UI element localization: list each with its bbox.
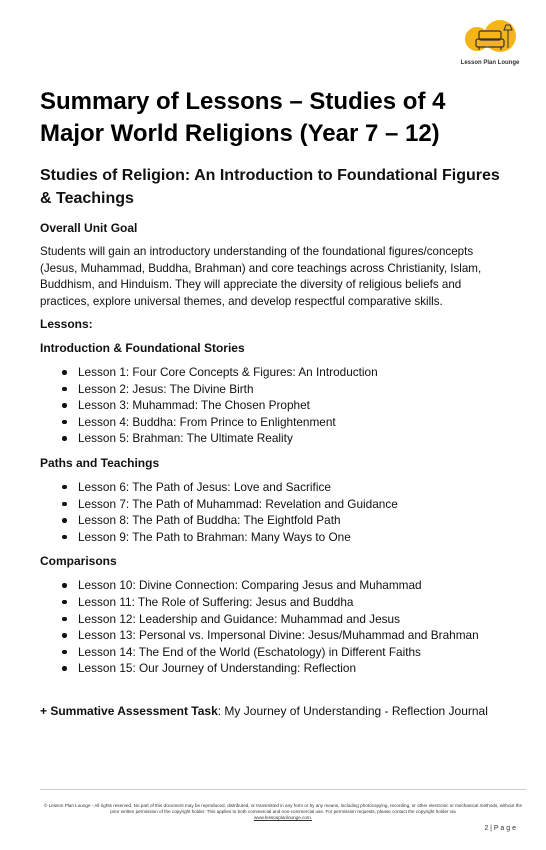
document-title: Summary of Lessons – Studies of 4 Major World Religions (Year 7 – 12) [40,88,446,147]
logo-text: Lesson Plan Lounge [460,60,520,66]
lesson-item: Lesson 15: Our Journey of Understanding: Reflection [40,660,510,677]
lesson-item: Lesson 1: Four Core Concepts & Figures: An Introduction [40,364,510,381]
goal-label: Overall Unit Goal [40,221,138,235]
brand-logo [456,18,524,66]
lesson-list-comparisons [40,577,510,677]
copyright-text: © Lesson Plan Lounge - All rights reserved. No part of this document may be reproduced, distributed, or transmitted in any form or by any means, including photocopying, recording, or other electronic or mechanical methods, without the prior written permission of the copyright holder. This applies to both commercial and non-commercial use. For permission requests, please contact the copyright holder via [43,803,523,815]
footer-divider [40,789,526,790]
section-heading-paths: Paths and Teachings [40,455,160,470]
lesson-item: Lesson 4: Buddha: From Prince to Enlightenment [40,414,510,431]
lesson-item: Lesson 13: Personal vs. Impersonal Divine: Jesus/Muhammad and Brahman [40,627,510,644]
page-number: 2 | P a g e [484,825,516,832]
unit-title: Studies of Religion: An Introduction to Foundational Figures & Teachings [40,167,500,207]
lesson-item: Lesson 2: Jesus: The Divine Birth [40,381,510,398]
lesson-item: Lesson 11: The Role of Suffering: Jesus and Buddha [40,594,510,611]
goal-text: Students will gain an introductory understanding of the foundational figures/concepts (Jesus, Muhammad, Buddha, Brahman) and core teachings across Christianity, Islam, Buddhism, and Hinduism. They will appreciate the diversity of religious beliefs and practices, explore universal themes, and develop respectful comparative skills. [40,245,482,308]
lesson-item: Lesson 14: The End of the World (Eschatology) in Different Faiths [40,644,510,661]
summative-task [40,703,510,719]
lesson-list-paths [40,479,510,545]
lesson-item: Lesson 5: Brahman: The Ultimate Reality [40,430,510,447]
document-body [40,86,510,719]
sofa-lamp-icon [464,18,516,58]
lesson-item: Lesson 12: Leadership and Guidance: Muhammad and Jesus [40,611,510,628]
lesson-item: Lesson 3: Muhammad: The Chosen Prophet [40,397,510,414]
footer-copyright [40,803,526,822]
lesson-list-introduction [40,364,510,447]
lesson-item: Lesson 10: Divine Connection: Comparing Jesus and Muhammad [40,577,510,594]
summative-text: : My Journey of Understanding - Reflection Journal [217,703,488,718]
summative-label: + Summative Assessment Task [40,703,218,718]
section-heading-introduction: Introduction & Foundational Stories [40,341,245,355]
lesson-item: Lesson 9: The Path to Brahman: Many Ways to One [40,529,510,546]
lesson-item: Lesson 8: The Path of Buddha: The Eightfold Path [40,512,510,529]
section-heading-comparisons: Comparisons [40,554,117,569]
lessons-label: Lessons: [40,317,93,331]
lesson-item: Lesson 7: The Path of Muhammad: Revelation and Guidance [40,496,510,513]
website-link[interactable]: www.lessonplanlounge.com. [254,815,312,821]
lesson-item: Lesson 6: The Path of Jesus: Love and Sacrifice [40,479,510,496]
